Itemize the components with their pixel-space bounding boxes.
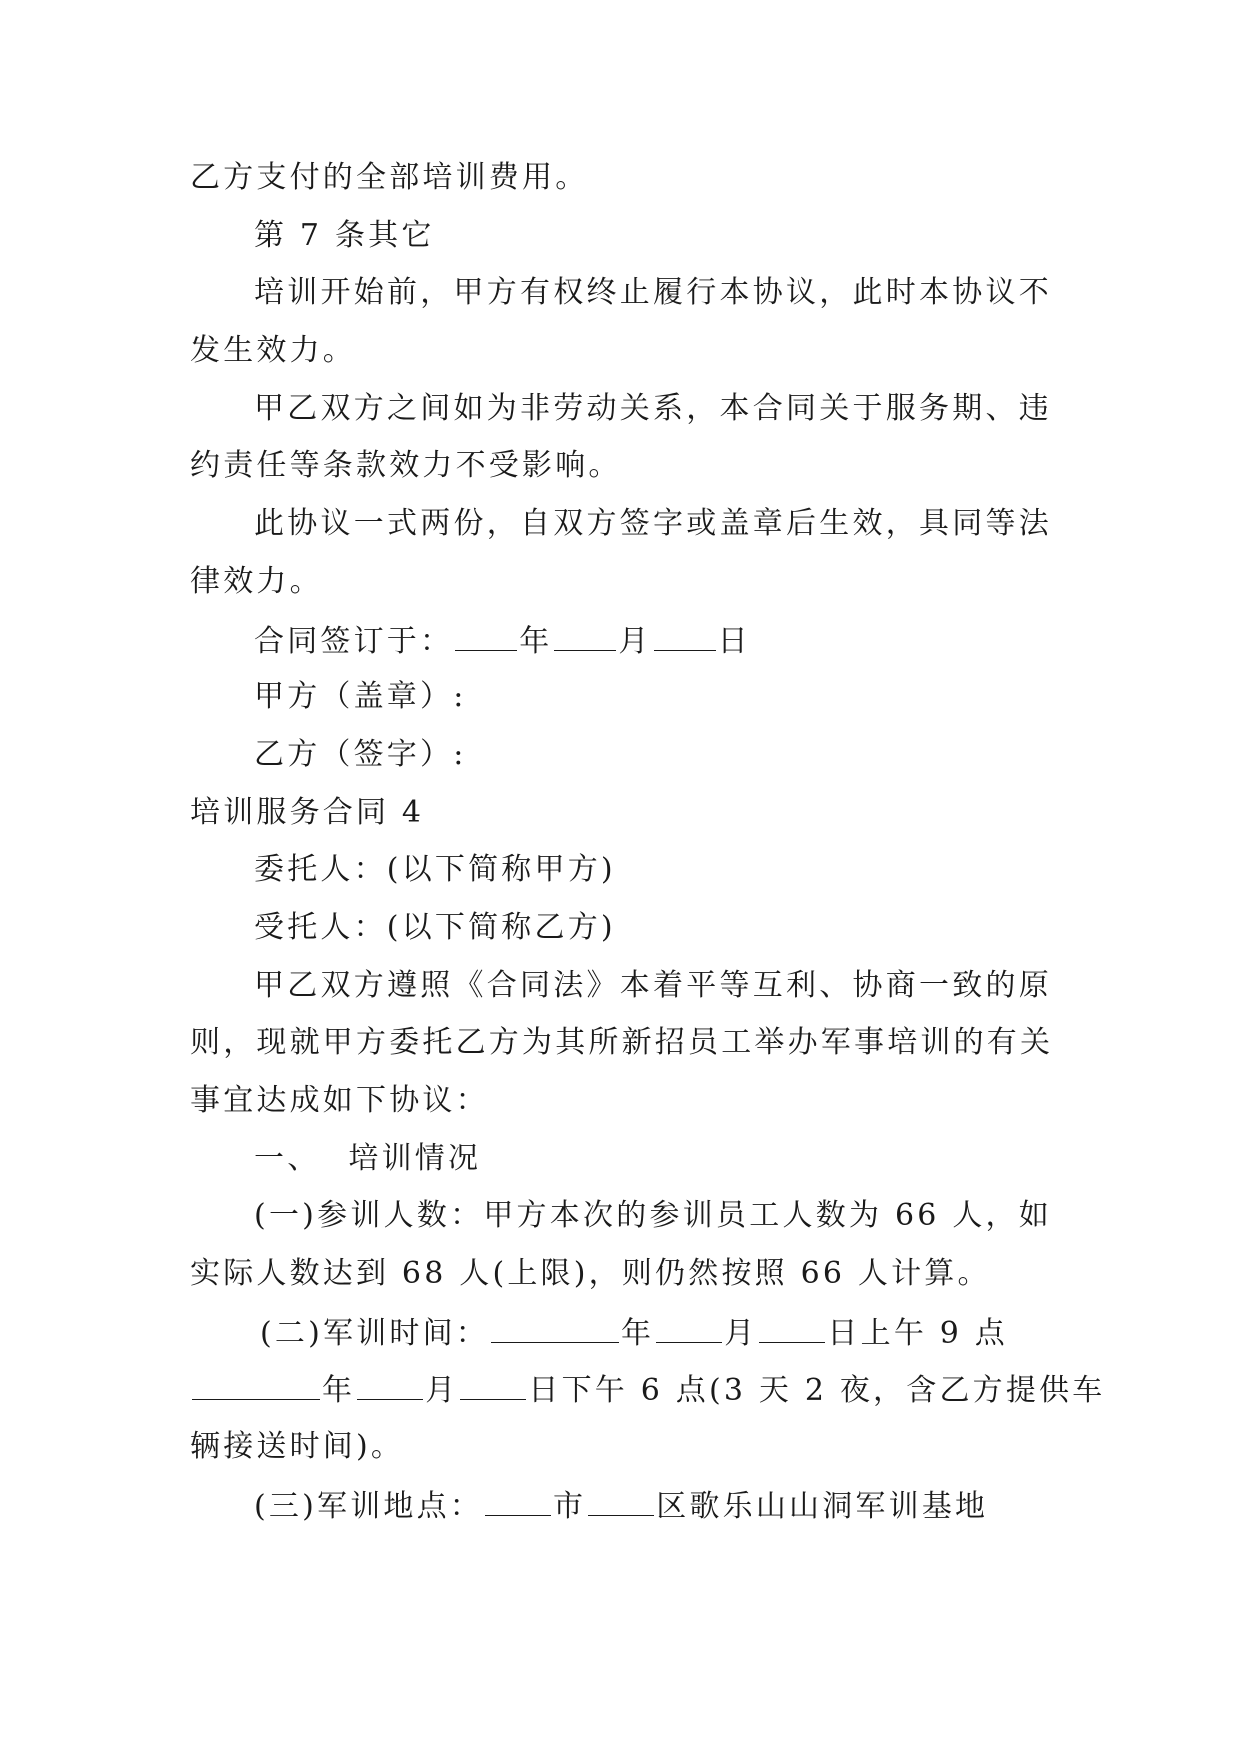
year-label: 年: [322, 1373, 356, 1409]
paragraph-line: 事宜达成如下协议：: [190, 1083, 489, 1118]
paragraph-line: 甲乙双方之间如为非劳动关系，本合同关于服务期、违: [254, 390, 1052, 426]
day-blank: [654, 620, 716, 651]
paragraph-line: 辆接送时间)。: [190, 1429, 405, 1465]
year-label: 年: [621, 1315, 655, 1351]
clause-heading: 第 7 条其它: [254, 217, 435, 253]
agent-line: 受托人：(以下简称乙方): [254, 909, 616, 945]
paragraph-line: 培训开始前，甲方有权终止履行本协议，此时本协议不: [254, 275, 1052, 311]
district-blank: [588, 1485, 654, 1516]
signing-date-line: [190, 620, 1052, 678]
training-location-label: (三)军训地点：: [254, 1488, 484, 1524]
paragraph-line: 约责任等条款效力不受影响。: [190, 448, 622, 484]
section-number: 一、: [254, 1140, 321, 1176]
contract-title: 培训服务合同 4: [190, 794, 425, 830]
year-label: 年: [519, 623, 553, 659]
paragraph-line: (一)参训人数：甲方本次的参训员工人数为 66 人，如: [254, 1198, 1052, 1234]
end-time-text: 日下午 6 点(3 天 2 夜，含乙方提供车: [528, 1373, 1106, 1409]
month-blank: [554, 620, 616, 651]
month-blank: [357, 1369, 423, 1400]
paragraph-line: 发生效力。: [190, 333, 356, 369]
training-time-end-line: [190, 1369, 1106, 1427]
year-blank: [455, 620, 517, 651]
paragraph-line: 实际人数达到 68 人(上限)，则仍然按照 66 人计算。: [190, 1256, 991, 1292]
training-time-label: (二)军训时间：: [260, 1315, 490, 1351]
year-blank: [192, 1369, 320, 1400]
text-line: 乙方支付的全部培训费用。: [190, 160, 589, 195]
location-text: 区歌乐山山洞军训基地: [656, 1488, 989, 1524]
section-title: 培训情况: [348, 1140, 482, 1176]
day-blank: [460, 1369, 526, 1400]
training-location-line: [190, 1485, 1052, 1543]
paragraph-line: 则，现就甲方委托乙方为其所新招员工举办军事培训的有关: [190, 1025, 1054, 1061]
day-label: 日: [717, 623, 751, 659]
city-label: 市: [553, 1488, 587, 1524]
start-time-text: 日上午 9 点: [827, 1315, 1008, 1351]
party-a-seal-line: 甲方（盖章）:: [254, 679, 467, 715]
day-blank: [759, 1312, 825, 1343]
month-label: 月: [618, 623, 652, 659]
signing-date-label: 合同签订于：: [254, 623, 454, 659]
paragraph-line: 此协议一式两份，自双方签字或盖章后生效，具同等法: [254, 506, 1052, 542]
principal-line: 委托人：(以下简称甲方): [254, 852, 616, 888]
paragraph-line: 律效力。: [190, 563, 323, 599]
document-page: [190, 158, 1106, 1543]
month-label: 月: [724, 1315, 758, 1351]
training-time-line: [190, 1312, 1052, 1370]
paragraph-line: 甲乙双方遵照《合同法》本着平等互利、协商一致的原: [254, 967, 1052, 1003]
city-blank: [485, 1485, 551, 1516]
party-b-sign-line: 乙方（签字）:: [254, 736, 467, 772]
month-label: 月: [425, 1373, 459, 1409]
section-heading: [190, 1139, 1052, 1197]
year-blank: [491, 1312, 619, 1343]
month-blank: [656, 1312, 722, 1343]
